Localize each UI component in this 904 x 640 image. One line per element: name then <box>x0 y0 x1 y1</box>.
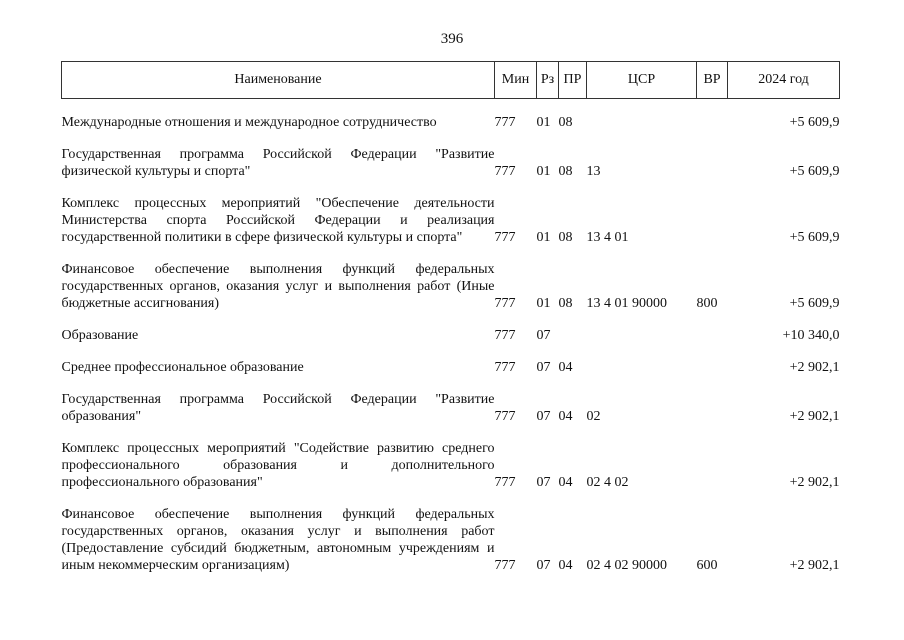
row-spacer <box>62 131 840 146</box>
row-vr-cell <box>697 146 728 180</box>
row-amount-cell: +5 609,9 <box>789 296 840 311</box>
row-csr-cell: 02 4 02 <box>586 475 629 490</box>
table-row <box>62 391 840 425</box>
row-rz-cell: 07 <box>536 409 551 424</box>
row-vr-cell <box>697 359 728 376</box>
row-spacer <box>62 376 840 391</box>
row-name-cell: Среднее профессиональное образование <box>61 360 304 375</box>
column-header-rz: Рз <box>537 62 559 99</box>
row-pr-cell: 04 <box>558 360 573 375</box>
row-name-cell: Комплекс процессных мероприятий "Содействие развитию среднего профессионального образования и дополнительного профессионального образования" <box>61 441 495 490</box>
table-row <box>62 327 840 344</box>
row-spacer-cell <box>62 344 840 359</box>
table-header-row <box>62 62 840 99</box>
row-vr-cell <box>697 391 728 425</box>
budget-table <box>61 61 840 574</box>
column-header-csr: ЦСР <box>587 62 697 99</box>
row-min-cell: 777 <box>494 558 516 573</box>
row-spacer <box>62 180 840 195</box>
row-min-cell: 777 <box>494 296 516 311</box>
row-amount-cell: +2 902,1 <box>789 475 840 490</box>
row-pr-cell: 08 <box>558 296 573 311</box>
row-amount-cell: +5 609,9 <box>789 115 840 130</box>
table-row <box>62 114 840 131</box>
row-name-cell: Государственная программа Российской Федерации "Развитие образования" <box>61 392 495 424</box>
row-pr-cell: 04 <box>558 475 573 490</box>
row-amount-cell: +2 902,1 <box>789 409 840 424</box>
row-csr-cell <box>587 359 697 376</box>
row-spacer-cell <box>62 376 840 391</box>
row-name-cell: Образование <box>61 328 139 343</box>
row-min-cell: 777 <box>494 164 516 179</box>
row-csr-cell: 13 <box>586 164 601 179</box>
row-csr-cell: 13 4 01 90000 <box>586 296 667 311</box>
row-spacer-cell <box>62 312 840 327</box>
row-pr-cell: 08 <box>558 164 573 179</box>
row-amount-cell: +5 609,9 <box>789 164 840 179</box>
row-spacer <box>62 246 840 261</box>
row-rz-cell: 01 <box>536 230 551 245</box>
row-rz-cell: 01 <box>536 296 551 311</box>
row-pr-cell <box>559 327 587 344</box>
row-csr-cell: 13 4 01 <box>586 230 629 245</box>
row-vr-cell <box>697 195 728 246</box>
table-row <box>62 506 840 574</box>
row-min-cell: 777 <box>494 475 516 490</box>
column-header-min: Мин <box>495 62 537 99</box>
row-spacer <box>62 491 840 506</box>
row-spacer <box>62 312 840 327</box>
row-rz-cell: 07 <box>536 475 551 490</box>
row-min-cell: 777 <box>494 230 516 245</box>
row-csr-cell <box>587 327 697 344</box>
row-name-cell: Комплекс процессных мероприятий "Обеспечение деятельности Министерства спорта Российской Федерации и реализация государственной политики в сфере физической культуры и спорта" <box>61 196 495 245</box>
table-row <box>62 261 840 312</box>
row-vr-cell <box>697 327 728 344</box>
row-spacer-cell <box>62 425 840 440</box>
row-spacer-cell <box>62 491 840 506</box>
row-min-cell: 777 <box>494 360 516 375</box>
table-row <box>62 146 840 180</box>
row-pr-cell: 04 <box>558 558 573 573</box>
row-csr-cell: 02 4 02 90000 <box>586 558 667 573</box>
page-number: 396 <box>440 31 464 47</box>
row-spacer-cell <box>62 180 840 195</box>
row-spacer <box>62 99 840 115</box>
row-spacer <box>62 344 840 359</box>
row-amount-cell: +5 609,9 <box>789 230 840 245</box>
row-amount-cell: +2 902,1 <box>789 558 840 573</box>
row-vr-cell: 600 <box>696 558 718 573</box>
row-min-cell: 777 <box>494 409 516 424</box>
row-name-cell: Финансовое обеспечение выполнения функций федеральных государственных органов, оказания услуг и выполнения работ (Иные бюджетные ассигнования) <box>61 262 495 311</box>
row-amount-cell: +2 902,1 <box>789 360 840 375</box>
row-name-cell: Финансовое обеспечение выполнения функций федеральных государственных органов, оказания услуг и выполнения работ (Предоставление субсидий бюджетным, автономным учреждениям и иным некоммерческим организациям) <box>61 507 495 573</box>
row-spacer <box>62 425 840 440</box>
row-pr-cell: 08 <box>558 115 573 130</box>
row-rz-cell: 07 <box>536 328 551 343</box>
row-spacer-cell <box>62 246 840 261</box>
row-spacer-cell <box>62 131 840 146</box>
column-header-name: Наименование <box>62 62 495 99</box>
column-header-vr: ВР <box>697 62 728 99</box>
row-rz-cell: 01 <box>536 115 551 130</box>
table-row <box>62 440 840 491</box>
row-min-cell: 777 <box>494 328 516 343</box>
row-csr-cell <box>587 114 697 131</box>
row-name-cell: Международные отношения и международное сотрудничество <box>61 115 437 130</box>
row-rz-cell: 01 <box>536 164 551 179</box>
row-vr-cell: 800 <box>696 296 718 311</box>
row-amount-cell: +10 340,0 <box>782 328 840 343</box>
row-name-cell: Государственная программа Российской Федерации "Развитие физической культуры и спорта" <box>61 147 495 179</box>
row-vr-cell <box>697 440 728 491</box>
row-spacer-cell <box>62 99 840 115</box>
row-pr-cell: 08 <box>558 230 573 245</box>
column-header-pr: ПР <box>559 62 587 99</box>
row-rz-cell: 07 <box>536 360 551 375</box>
row-csr-cell: 02 <box>586 409 601 424</box>
table-body <box>62 99 840 575</box>
column-header-year: 2024 год <box>728 62 840 99</box>
row-min-cell: 777 <box>494 115 516 130</box>
row-pr-cell: 04 <box>558 409 573 424</box>
row-rz-cell: 07 <box>536 558 551 573</box>
table-row <box>62 359 840 376</box>
row-vr-cell <box>697 114 728 131</box>
table-row <box>62 195 840 246</box>
